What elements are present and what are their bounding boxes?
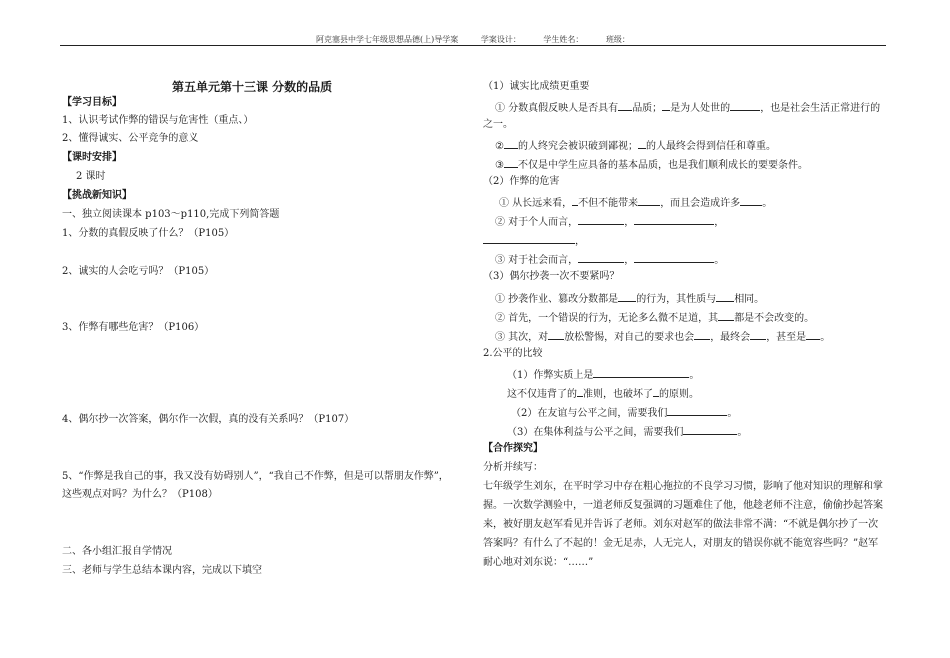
page-header [60, 34, 886, 45]
analyze-label: 分析并续写： [483, 462, 543, 473]
blank[interactable] [504, 137, 518, 149]
question-2: 2、诚实的人会吃亏吗？（P105） [62, 266, 215, 277]
goal-1: 1、认识考试作弊的错误与危害性（重点、） [62, 115, 254, 126]
fair-heading: 2.公平的比较 [483, 348, 543, 359]
copy-item-3: ③ 其次，对 放松警惕，对自己的要求也会 ，最终会 ，甚至是 。 [495, 328, 830, 345]
harm-heading: （2）作弊的危害 [483, 176, 560, 187]
header-class: 班级： [605, 35, 630, 44]
question-4: 4、偶尔抄一次答案，偶尔作一次假，真的没有关系吗？（P107） [62, 414, 355, 425]
blank[interactable] [730, 99, 760, 111]
fair-item-3: （3）在集体利益与公平之间，需要我们 。 [507, 423, 747, 440]
blank[interactable] [683, 423, 737, 435]
blank[interactable] [806, 328, 820, 340]
blank[interactable] [593, 366, 689, 378]
blank[interactable] [638, 194, 660, 206]
blank[interactable] [634, 251, 714, 263]
question-5-line-1: 5、“作弊是我自己的事，我又没有妨碍别人”，“我自己不作弊，但是可以帮朋友作弊”， [62, 471, 449, 482]
honesty-item-3: ③ 不仅是中学生应具备的基本品质，也是我们顺利成长的要要条件。 [495, 156, 808, 173]
header-designer: 学案设计： [480, 35, 521, 44]
blank[interactable] [578, 251, 624, 263]
question-3: 3、作弊有哪些危害？（P106） [62, 322, 205, 333]
story-line-1: 七年级学生刘东，在平时学习中存在粗心拖拉的不良学习习惯，影响了他对知识的理解和掌 [483, 481, 883, 492]
harm-item-2-cont: ， [483, 232, 585, 249]
blank[interactable] [667, 404, 727, 416]
challenge-heading: 【挑战新知识】 [62, 190, 132, 201]
header-divider [60, 45, 886, 46]
blank[interactable] [634, 213, 714, 225]
blank[interactable] [662, 99, 670, 111]
task-3: 三、老师与学生总结本课内容，完成以下填空 [62, 565, 262, 576]
schedule-text: 2 课时 [76, 171, 106, 182]
story-line-5: 耐心地对刘东说：“……” [483, 557, 594, 568]
coop-heading: 【合作探究】 [483, 443, 543, 454]
blank[interactable] [718, 309, 734, 321]
harm-item-3: ③ 对于社会而言， ， 。 [495, 251, 724, 268]
lesson-title: 第五单元第十三课 分数的品质 [172, 80, 333, 94]
task-1: 一、独立阅读课本 p103～p110,完成下列简答题 [62, 209, 280, 220]
goal-2: 2、懂得诚实、公平竞争的意义 [62, 133, 199, 144]
question-5-line-2: 这些观点对吗？为什么？（P108） [62, 489, 218, 500]
honesty-item-1-cont: 之一。 [483, 119, 513, 130]
copy-item-1: ① 抄袭作业、篡改分数都是 的行为，其性质与 相同。 [495, 290, 764, 307]
blank[interactable] [483, 232, 575, 244]
task-2: 二、各小组汇报自学情况 [62, 546, 172, 557]
goals-heading: 【学习目标】 [62, 97, 122, 108]
blank[interactable] [548, 328, 564, 340]
copy-heading: （3）偶尔抄袭一次不要紧吗？ [483, 271, 620, 282]
harm-item-1: ① 从长远来看， 不但不能带来 ，而且会造成许多 。 [499, 194, 772, 211]
schedule-heading: 【课时安排】 [62, 152, 122, 163]
blank[interactable] [578, 213, 624, 225]
fair-item-2: （2）在友谊与公平之间，需要我们 。 [511, 404, 737, 421]
fair-item-1: （1）作弊实质上是 。 [507, 366, 699, 383]
blank[interactable] [638, 137, 646, 149]
blank[interactable] [750, 328, 766, 340]
blank[interactable] [504, 156, 518, 168]
harm-item-2: ② 对于个人而言， ， ， [495, 213, 724, 230]
blank[interactable] [618, 290, 636, 302]
blank[interactable] [618, 99, 632, 111]
honesty-item-1: ① 分数真假反映人是否具有 品质； 是为人处世的 ，也是社会生活正常进行的 [495, 99, 880, 116]
honesty-heading: （1）诚实比成绩更重要 [483, 81, 590, 92]
header-student: 学生姓名： [543, 35, 584, 44]
story-line-2: 握。一次数学测验中，一道老师反复强调的习题难住了他，他趁老师不注意，偷偷抄起答案 [483, 500, 883, 511]
fair-item-1-cont: 这不仅违背了的 准则，也破坏了 的原则。 [507, 385, 699, 402]
blank[interactable] [716, 290, 734, 302]
honesty-item-2: ② 的人终究会被识破到鄙视； 的人最终会得到信任和尊重。 [495, 137, 776, 154]
blank[interactable] [694, 328, 710, 340]
blank[interactable] [740, 194, 762, 206]
story-line-3: 来，被好朋友赵军看见并告诉了老师。刘东对赵军的做法非常不满：“不就是偶尔抄了一次 [483, 519, 879, 530]
story-line-4: 答案吗？有什么了不起的！金无足赤，人无完人，对朋友的错误你就不能宽容些吗？”赵军 [483, 538, 879, 549]
header-school: 阿克塞县中学七年级思想品德(上)导学案 [316, 35, 459, 44]
copy-item-2: ② 首先，一个错误的行为，无论多么微不足道，其 都是不会改变的。 [495, 309, 814, 326]
question-1: 1、分数的真假反映了什么？（P105） [62, 228, 235, 239]
